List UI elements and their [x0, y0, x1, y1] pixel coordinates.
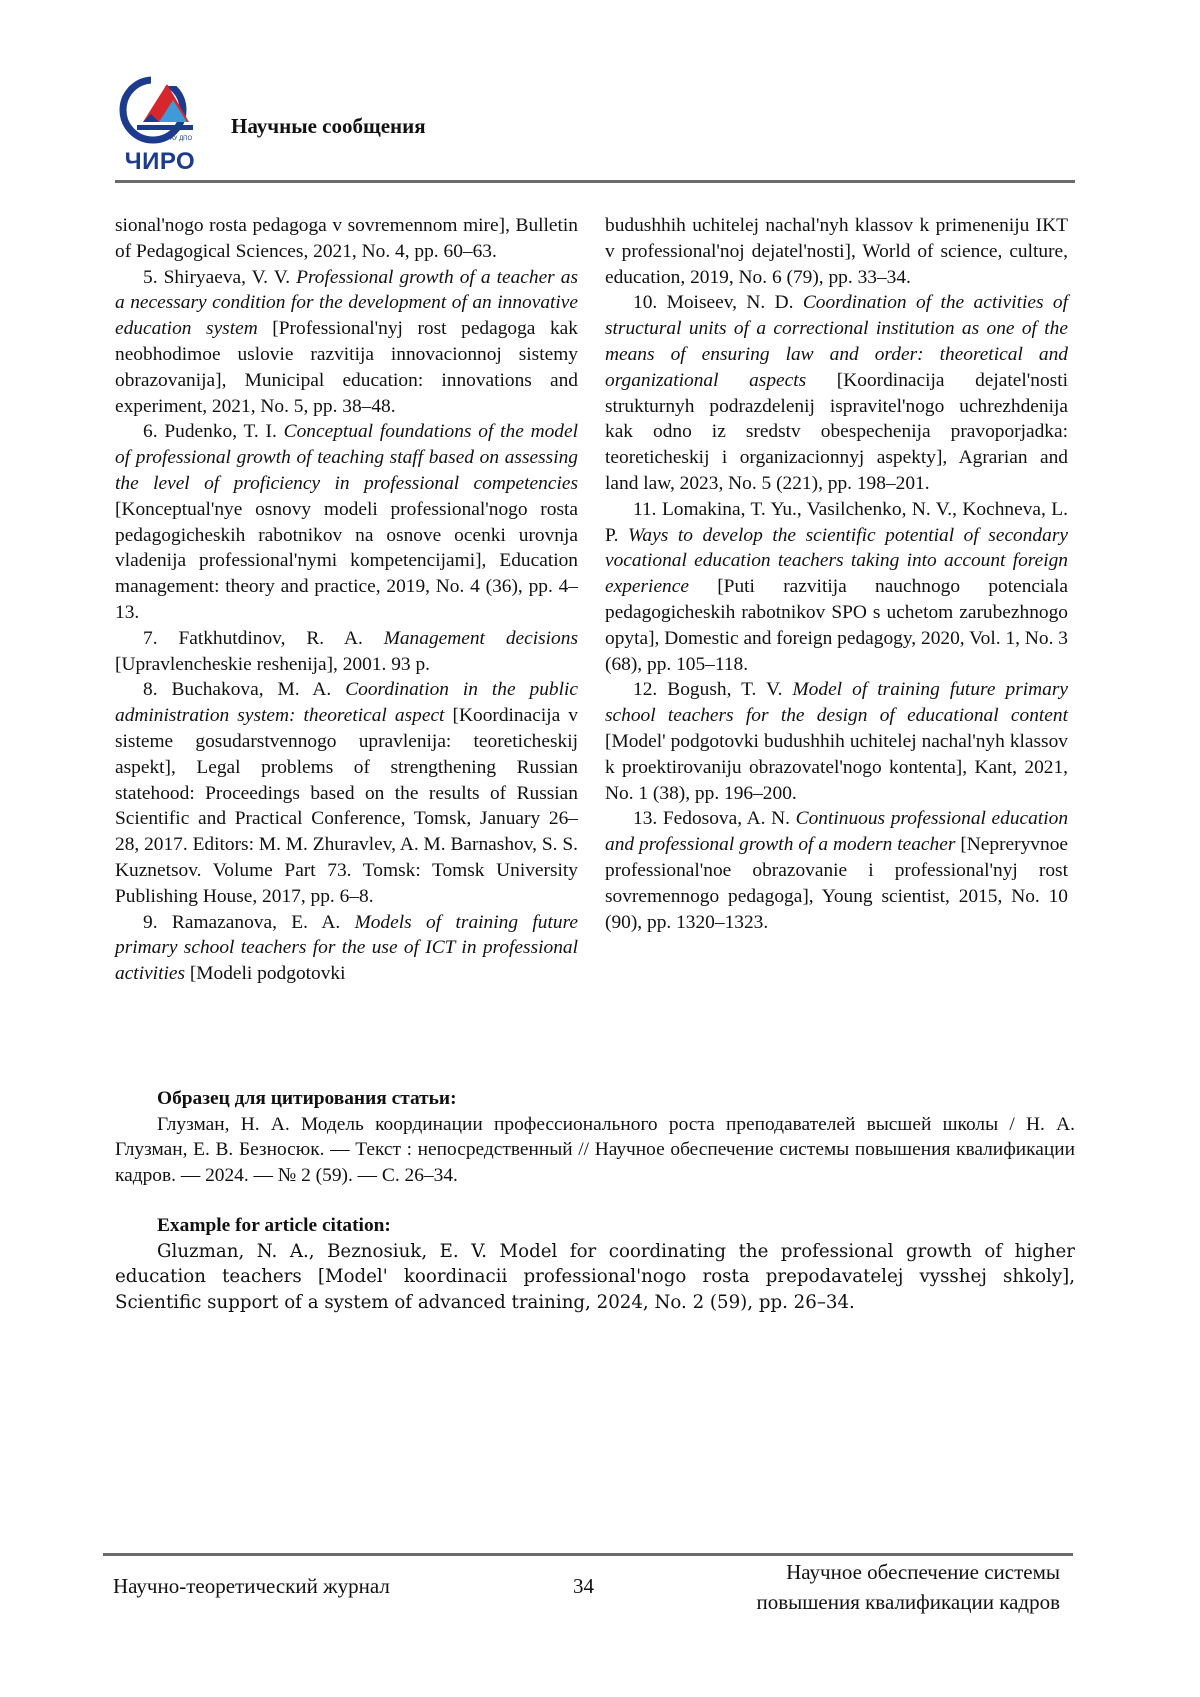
page-header — [115, 70, 1075, 182]
chiro-logo — [115, 70, 205, 170]
footer-journal-title-line1: Научное обеспечение системы — [756, 1557, 1060, 1587]
reference-item: 12. Bogush, T. V. Model of training future primary school teachers for the design of educational content [Model' podgotovki budushhih uchitelej nachal'nyh klassov k proektirovaniju obrazovatel'nogo kontenta], Kant, 2021, No. 1 (38), pp. 196–200. — [605, 677, 1068, 806]
citation-ru-block — [115, 1086, 1075, 1188]
reference-item: 10. Moiseev, N. D. Coordination of the activities of structural units of a correctional institution as one of the means of ensuring law and order: theoretical and organizational aspects [Koordinacija dejatel'nosti strukturnyh podrazdelenij ispravitel'nogo uchrezhdenija kak odno iz sredstv obespechenija pravoporjadka: teoreticheskij i organizacionnyj aspekty], Agrarian and land law, 2023, No. 5 (221), pp. 198–201. — [605, 290, 1068, 496]
reference-item: 8. Buchakova, M. A. Coordination in the public administration system: theoretical aspect [Koordinacija v sisteme gosudarstvennogo upravlenija: teoreticheskij aspekt], Legal problems of strengthening Russian statehood: Proceedings based on the results of Russian Scientific and Practical Conference, Tomsk, January 26–28, 2017. Editors: M. M. Zhuravlev, A. M. Barnashov, S. S. Kuznetsov. Volume Part 73. Tomsk: Tomsk University Publishing House, 2017, pp. 6–8. — [115, 677, 578, 909]
reference-item: sional'nogo rosta pedagoga v sovremennom mire], Bulletin of Pedagogical Sciences, 2021, No. 4, pp. 60–63. — [115, 213, 578, 265]
citation-en-heading: Example for article citation: — [115, 1213, 1075, 1239]
section-title: Научные сообщения — [231, 114, 426, 139]
reference-item: 7. Fatkhutdinov, R. A. Management decisions [Upravlencheskie reshenija], 2001. 93 p. — [115, 626, 578, 678]
reference-item: 11. Lomakina, T. Yu., Vasilchenko, N. V., Kochneva, L. P. Ways to develop the scientific potential of secondary vocational education teachers taking into account foreign experience [Puti razvitija nauchnogo potenciala pedagogicheskih rabotnikov SPO s uchetom zarubezhnogo opyta], Domestic and foreign pedagogy, 2020, Vol. 1, No. 3 (68), pp. 105–118. — [605, 497, 1068, 678]
reference-item: budushhih uchitelej nachal'nyh klassov k primeneniju IKT v professional'noj dejatel'nosti], World of science, culture, education, 2019, No. 6 (79), pp. 33–34. — [605, 213, 1068, 290]
citation-ru-text: Глузман, Н. А. Модель координации профессионального роста преподавателей высшей школы / Н. А. Глузман, Е. В. Безносюк. — Текст : непосредственный // Научное обеспечение системы повышения квалификации кадров. — 2024. — № 2 (59). — С. 26–34. — [115, 1112, 1075, 1189]
page-number: 34 — [573, 1574, 594, 1599]
logo-small-caption: ГАУ ДПО — [167, 136, 192, 142]
footer-journal-title-line2: повышения квалификации кадров — [756, 1587, 1060, 1617]
logo-text: ЧИРО — [115, 148, 205, 176]
header-divider — [115, 180, 1075, 183]
reference-item: 9. Ramazanova, E. A. Models of training future primary school teachers for the use of ICT in professional activities [Modeli podgotovki — [115, 910, 578, 987]
footer-divider — [103, 1553, 1073, 1556]
references-right-column — [605, 213, 1068, 935]
reference-item: 5. Shiryaeva, V. V. Professional growth of a teacher as a necessary condition for the development of an innovative education system [Professional'nyj rost pedagoga kak neobhodimoe uslovie razvitija innovacionnoj sistemy obrazovanija], Municipal education: innovations and experiment, 2021, No. 5, pp. 38–48. — [115, 265, 578, 420]
footer-journal-type: Научно-теоретический журнал — [113, 1574, 390, 1599]
reference-item: 6. Pudenko, T. I. Conceptual foundations of the model of professional growth of teaching staff based on assessing the level of proficiency in professional competencies [Konceptual'nye osnovy modeli professional'nogo rosta pedagogicheskih rabotnikov na osnove ocenki urovnja vladenija professional'nymi kompetencijami], Education management: theory and practice, 2019, No. 4 (36), pp. 4–13. — [115, 419, 578, 625]
citation-en-text: Gluzman, N. A., Beznosiuk, E. V. Model for coordinating the professional growth of higher education teachers [Model' koordinacii professional'nogo rosta prepodavatelej vysshej shkoly], Scientific support of a system of advanced training, 2024, No. 2 (59), pp. 26–34. — [115, 1239, 1075, 1316]
footer-journal-title — [756, 1557, 1060, 1617]
citation-en-block — [115, 1213, 1075, 1315]
references-left-column — [115, 213, 578, 987]
citation-ru-heading: Образец для цитирования статьи: — [115, 1086, 1075, 1112]
reference-item: 13. Fedosova, A. N. Continuous professional education and professional growth of a modern teacher [Nepreryvnoe professional'noe obrazovanie i professional'nyj rost sovremennogo pedagoga], Young scientist, 2015, No. 10 (90), pp. 1320–1323. — [605, 806, 1068, 935]
